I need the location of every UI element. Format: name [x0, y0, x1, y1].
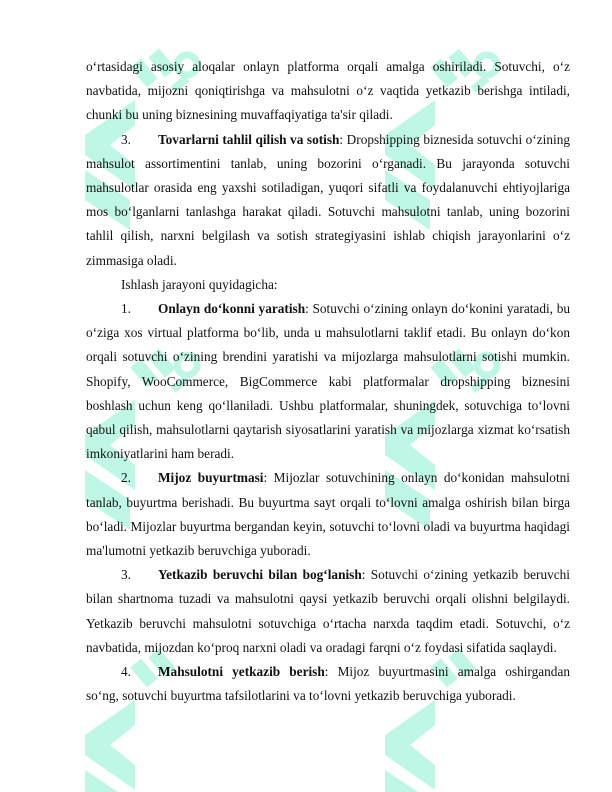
list-item-onlayn-dokon [86, 297, 570, 466]
list-item-title: Onlayn do‘konni yaratish [158, 301, 306, 317]
list-item-mijoz-buyurtmasi [86, 466, 570, 563]
document-body [86, 55, 570, 708]
list-item-text: : Sotuvchi o‘zining onlayn do‘konini yaratadi, bu o‘ziga xos virtual platforma bo‘lib, unda u mahsulotlarni taklif etadi. Bu onlayn do‘kon orqali sotuvchi o‘zining brendini yaratishi va mijozlarga mahsulotlarni sotishi mumkin. Shopify, WooCommerce, BigCommerce kabi platformalar dropshipping biznesini boshlash uchun keng qo‘llaniladi. Ushbu platformalar, shuningdek, sotuvchiga to‘lovni qabul qilish, mahsulotlarni qaytarish siyosatlarini yaratish va mijozlarga xizmat ko‘rsatish imkoniyatlarini ham beradi. [86, 301, 570, 462]
list-item-number: 2. [121, 470, 131, 486]
list-item-number: 3. [121, 131, 131, 147]
list-item-title: Mijoz buyurtmasi [158, 470, 264, 486]
list-item-tovarlarni-tahlil [86, 128, 570, 273]
list-item-yetkazib-beruvchi [86, 563, 570, 660]
paragraph-continuation: o‘rtasidagi asosiy aloqalar onlayn platforma orqali amalga oshiriladi. Sotuvchi, o‘z navbatida, mijozni qoniqtirishga va mahsulotni o‘z vaqtida yetkazib berishga intiladi, chunki bu uning biznesining muvaffaqiyatiga ta'sir qiladi. [86, 59, 570, 123]
list-item-number: 1. [121, 301, 131, 317]
process-intro: Ishlash jarayoni quyidagicha: [121, 276, 278, 292]
list-item-text: : Dropshipping biznesida sotuvchi o‘zining mahsulot assortimentini tanlab, uning bozorini o‘rganadi. Bu jarayonda sotuvchi mahsulotlar orasida eng yaxshi sotiladigan, yuqori sifatli va foydalanuvchi ehtiyojlariga mos bo‘lganlarni tanlashga harakat qiladi. Sotuvchi mahsulotni tanlab, uning bozorini tahlil qilish, narxni belgilash va sotish strategiyasini ishlab chiqish jarayonlarini o‘z zimmasiga oladi. [86, 131, 570, 268]
list-item-text: : Mijoz buyurtmasini amalga oshirgandan so‘ng, sotuvchi buyurtma tafsilotlarini va to‘lovni yetkazib beruvchiga yuboradi. [86, 664, 570, 704]
list-item-number: 4. [121, 664, 131, 680]
list-item-number: 3. [121, 567, 131, 583]
list-item-title: Mahsulotni yetkazib berish [158, 664, 325, 680]
list-item-mahsulotni-yetkazib [86, 660, 570, 708]
list-item-title: Yetkazib beruvchi bilan bog‘lanish [158, 567, 362, 583]
list-item-text: : Mijozlar sotuvchining onlayn do‘konidan mahsulotni tanlab, buyurtma berishadi. Bu buyurtma sayt orqali to‘lovni amalga oshirish bilan birga bo‘ladi. Mijozlar buyurtma bergandan keyin, sotuvchi to‘lovni oladi va buyurtma haqidagi ma'lumotni yetkazib beruvchiga yuboradi. [86, 470, 570, 559]
list-item-text: : Sotuvchi o‘zining yetkazib beruvchi bilan shartnoma tuzadi va mahsulotni qaysi yetkazib beruvchi orqali olishni belgilaydi. Yetkazib beruvchi mahsulotni sotuvchiga o‘rtacha narxda taqdim etadi. Sotuvchi, o‘z navbatida, mijozdan ko‘proq narxni oladi va oradagi farqni o‘z foydasi sifatida saqlaydi. [86, 567, 570, 655]
list-item-title: Tovarlarni tahlil qilish va sotish [158, 131, 340, 147]
